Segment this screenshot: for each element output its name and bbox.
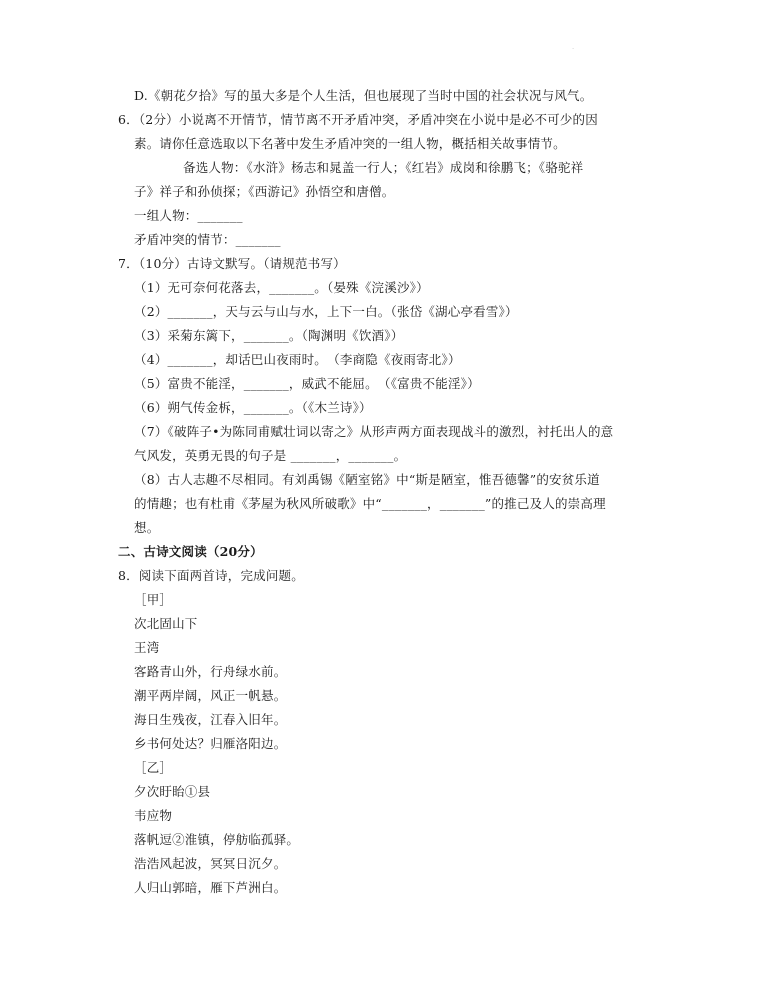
poem-a-marker: ［甲］ [134, 592, 173, 607]
recite-item-5: （5）富贵不能淫，_______，威武不能屈。 （《富贵不能淫》） [134, 376, 480, 391]
poem-b-line-3: 人归山郭暗，雁下芦洲白。 [134, 880, 287, 895]
poem-a-line-1: 客路青山外，行舟绿水前。 [134, 664, 287, 679]
question-6-line-2: 素。请你任意选取以下名著中发生矛盾冲突的一组人物，概括相关故事情节。 [134, 136, 566, 151]
poem-b-line-1: 落帆逗②淮镇，停舫临孤驿。 [134, 832, 300, 847]
recite-item-2: （2）_______，天与云与山与水，上下一白。（张岱《湖心亭看雪》） [134, 304, 518, 319]
section-2-heading: 二、古诗文阅读（20分） [118, 544, 263, 559]
poem-a-title: 次北固山下 [134, 616, 198, 631]
poem-a-line-4: 乡书何处达？归雁洛阳边。 [134, 736, 287, 751]
poem-a-line-2: 潮平两岸阔，风正一帆悬。 [134, 688, 287, 703]
recite-item-6: （6）朔气传金柝，_______。（《木兰诗》） [134, 400, 372, 415]
answer-plot-line: 矛盾冲突的情节：_______ [134, 232, 281, 247]
corner-mark: . [572, 44, 574, 51]
recite-item-4: （4）_______，却话巴山夜雨时。 （李商隐《夜雨寄北》） [134, 352, 461, 367]
recite-item-7-line-2: 气风发，英勇无畏的句子是 _______，_______。 [134, 448, 407, 463]
poem-b-marker: ［乙］ [134, 760, 173, 775]
candidate-characters-line-2: 子》祥子和孙侦探；《西游记》孙悟空和唐僧。 [134, 184, 395, 199]
recite-item-8-line-1: （8）古人志趣不尽相同。有刘禹锡《陋室铭》中“斯是陋室，惟吾德馨”的安贫乐道 [134, 472, 600, 487]
option-d-line: D.《朝花夕拾》写的虽大多是个人生活，但也展现了当时中国的社会状况与风气。 [134, 88, 593, 103]
candidate-characters-line-1: 备选人物：《水浒》杨志和晁盖一行人；《红岩》成岗和徐鹏飞；《骆驼祥 [183, 160, 584, 175]
recite-item-8-line-2: 的情趣；也有杜甫《茅屋为秋风所破歌》中“_______，_______”的推己及人的崇高理 [134, 496, 606, 511]
recite-item-8-line-3: 想。 [134, 520, 160, 535]
poem-a-line-3: 海日生残夜，江春入旧年。 [134, 712, 287, 727]
poem-b-title: 夕次盱眙①县 [134, 784, 211, 799]
recite-item-3: （3）采菊东篱下，_______。（陶渊明《饮酒》） [134, 328, 404, 343]
answer-group-line: 一组人物：_______ [134, 208, 243, 223]
recite-item-1: （1）无可奈何花落去，_______。（晏殊《浣溪沙》） [134, 280, 429, 295]
question-8-heading: 8．阅读下面两首诗，完成问题。 [118, 568, 304, 583]
recite-item-7-line-1: （7）《破阵子•为陈同甫赋壮词以寄之》从形声两方面表现战斗的激烈，衬托出人的意 [134, 424, 614, 439]
poem-b-author: 韦应物 [134, 808, 173, 823]
question-7-heading: 7．（10分）古诗文默写。（请规范书写） [118, 256, 346, 271]
poem-a-author: 王湾 [134, 640, 160, 655]
poem-b-line-2: 浩浩风起波，冥冥日沉夕。 [134, 856, 287, 871]
question-6-line-1: 6．（2分）小说离不开情节，情节离不开矛盾冲突，矛盾冲突在小说中是必不可少的因 [118, 112, 598, 127]
